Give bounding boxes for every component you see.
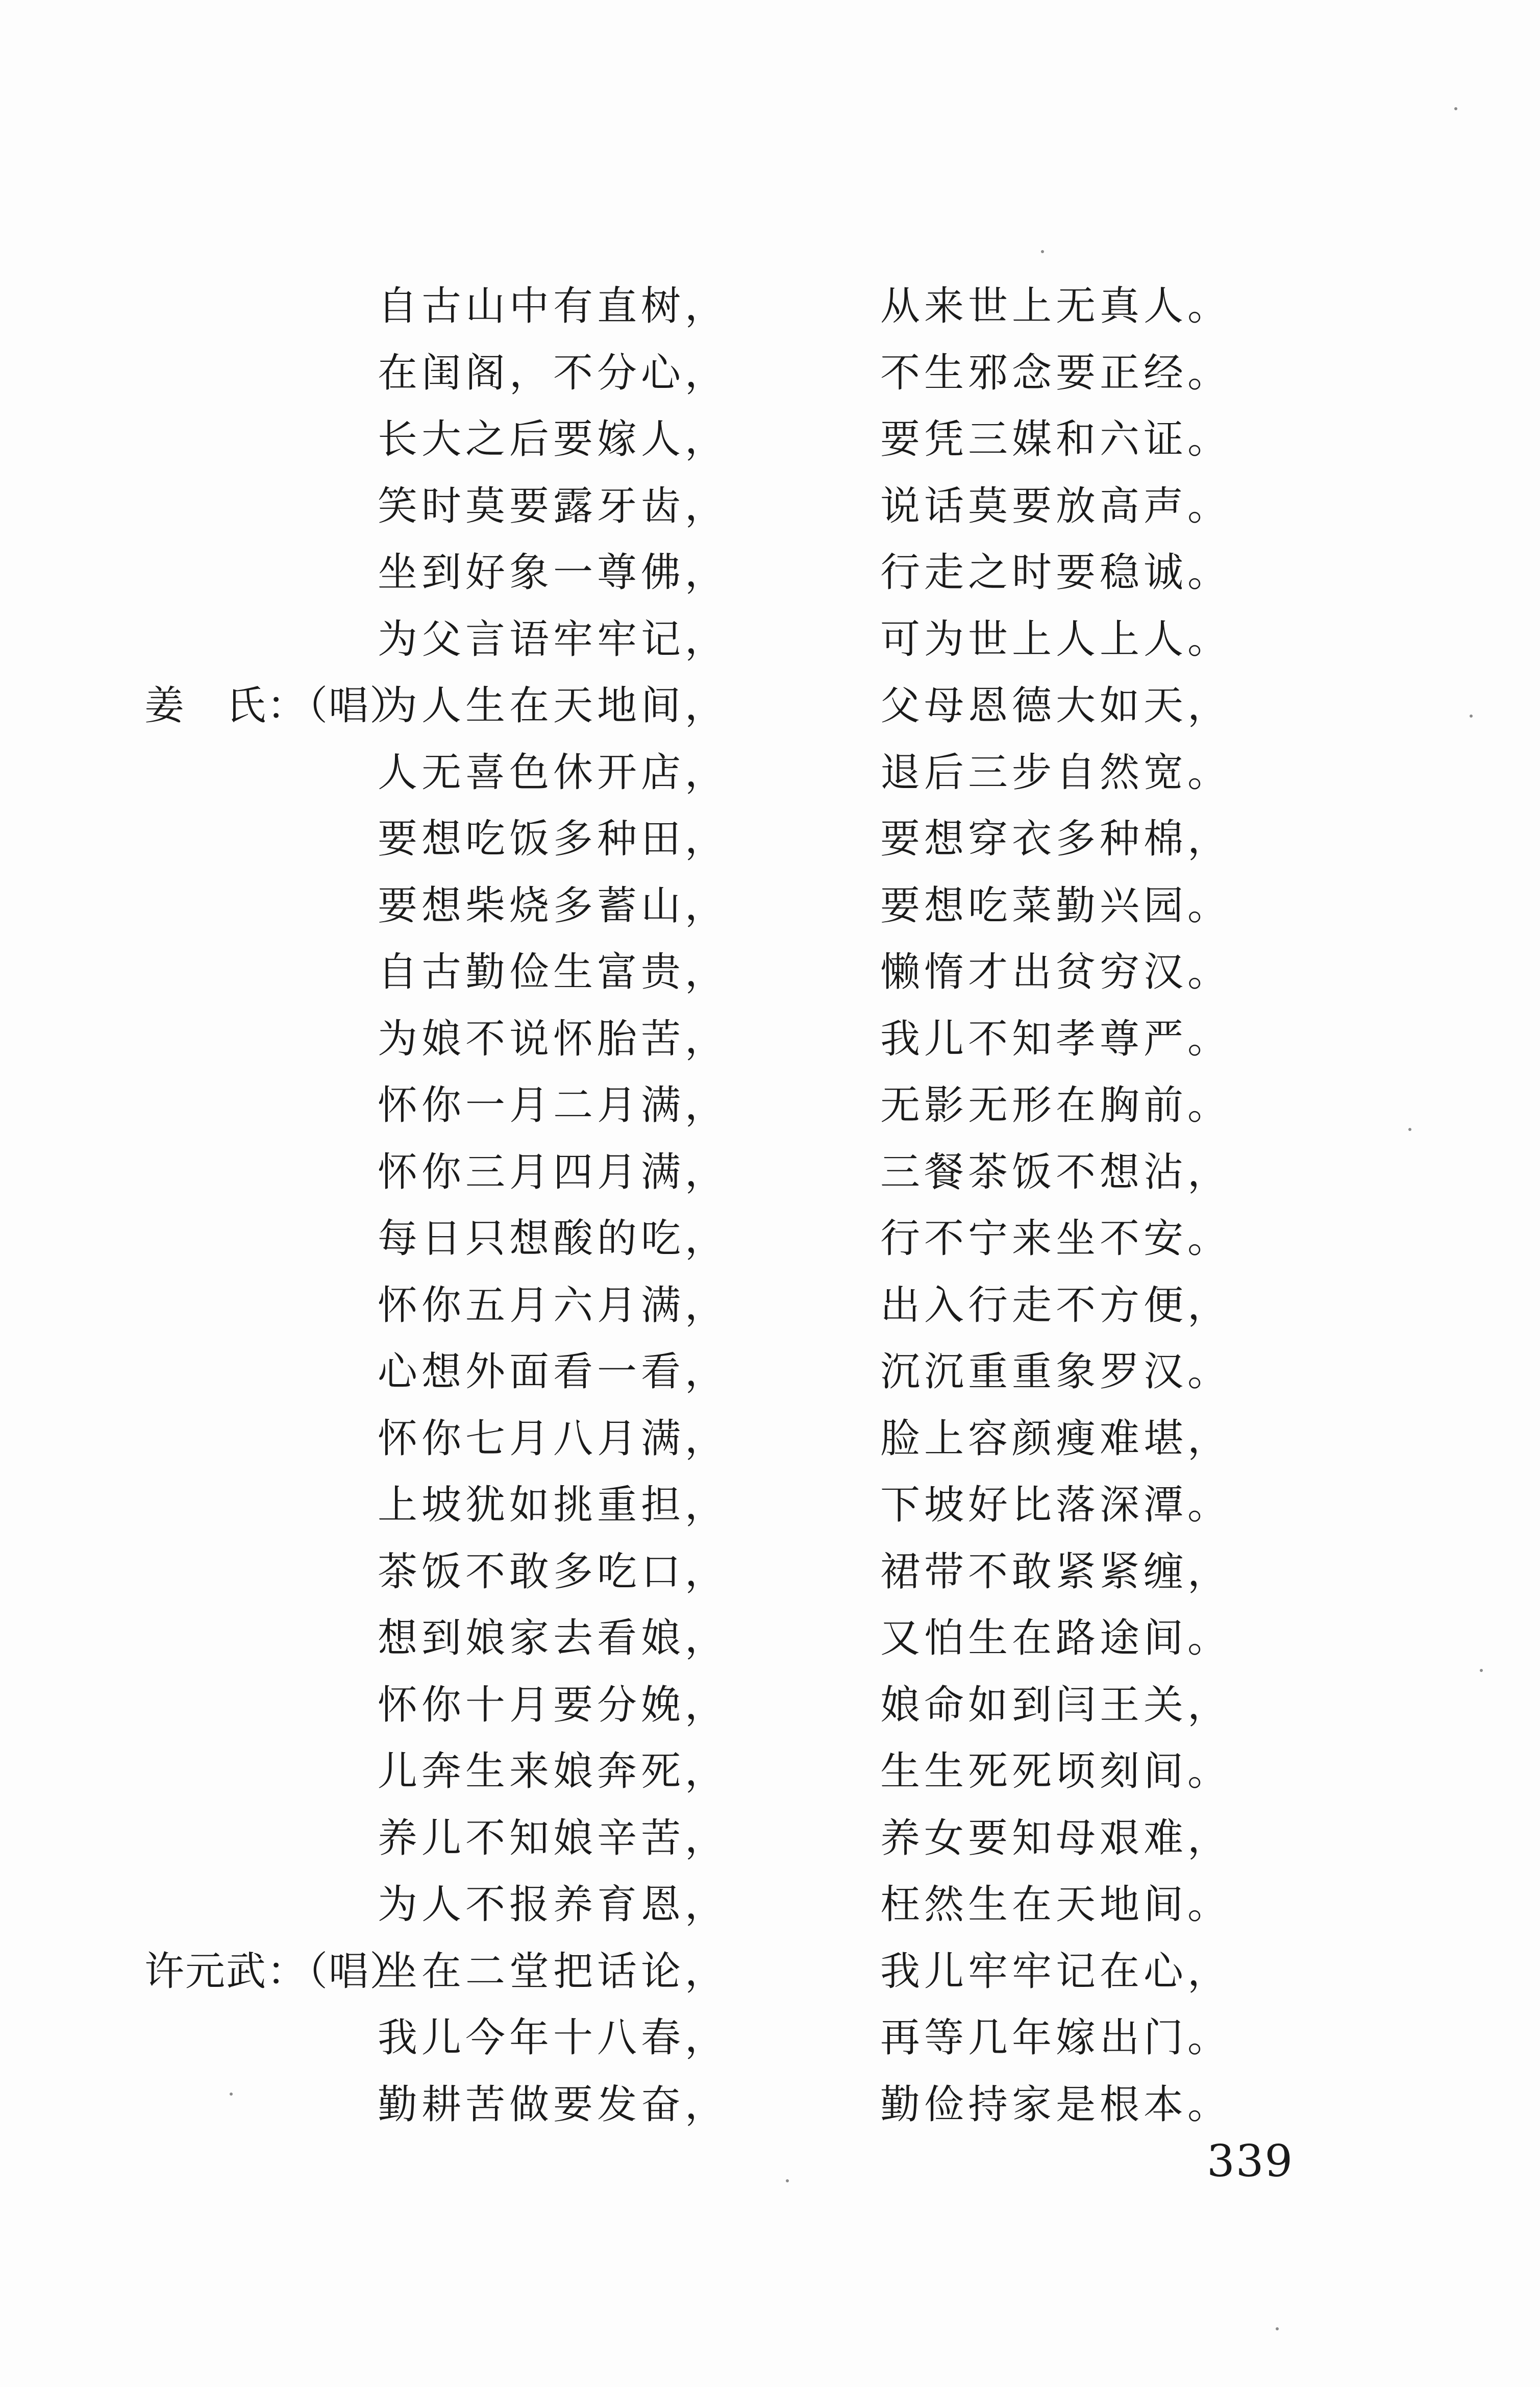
verse-line: [0, 1472, 1540, 1538]
verse-line: [0, 673, 1540, 739]
page-number: 339: [1207, 2136, 1294, 2187]
right-verse-text: 不生邪念要正经。: [880, 350, 1232, 396]
scan-speck: [1454, 107, 1457, 110]
right-verse-text: 父母恩德大如天，: [880, 683, 1232, 729]
verse-line: [0, 939, 1540, 1005]
right-verse-text: 我儿不知孝尊严。: [880, 1016, 1232, 1062]
verse-line: [0, 1605, 1540, 1671]
verse-line: [0, 340, 1540, 406]
verse-line: [0, 1339, 1540, 1405]
verse-line: [0, 1272, 1540, 1339]
left-verse-text: 我儿今年十八春，: [378, 2015, 729, 2061]
scan-speck: [1470, 715, 1473, 718]
left-verse-text: 要想吃饭多种田，: [378, 816, 729, 862]
right-verse-text: 再等几年嫁出门。: [880, 2015, 1232, 2061]
right-verse-text: 枉然生在天地间。: [880, 1882, 1232, 1928]
right-verse-text: 下坡好比落深潭。: [880, 1482, 1232, 1528]
verse-line: [0, 539, 1540, 606]
right-verse-text: 无影无形在胸前。: [880, 1082, 1232, 1128]
scan-speck: [1276, 2327, 1279, 2330]
left-verse-text: 自古勤俭生富贵，: [378, 949, 729, 995]
verse-line: [0, 873, 1540, 939]
left-verse-text: 为人不报养育恩，: [378, 1882, 729, 1928]
verse-line: [0, 1539, 1540, 1605]
left-verse-text: 上坡犹如挑重担，: [378, 1482, 729, 1528]
left-verse-text: 想到娘家去看娘，: [378, 1615, 729, 1661]
verse-line: [0, 1006, 1540, 1072]
right-verse-text: 要想吃菜勤兴园。: [880, 882, 1232, 929]
left-verse-text: 坐在二堂把话论，: [378, 1948, 729, 1995]
left-verse-text: 茶饭不敢多吃口，: [378, 1548, 729, 1595]
left-verse-text: 勤耕苦做要发奋，: [378, 2081, 729, 2128]
verse-line: [0, 2005, 1540, 2071]
left-verse-text: 要想柴烧多蓄山，: [378, 882, 729, 929]
verse-line: [0, 473, 1540, 539]
right-verse-text: 生生死死顷刻间。: [880, 1749, 1232, 1794]
right-verse-text: 可为世上人上人。: [880, 616, 1232, 662]
right-verse-text: 行不宁来坐不安。: [880, 1216, 1232, 1262]
right-verse-text: 退后三步自然宽。: [880, 749, 1232, 796]
verse-line: [0, 1072, 1540, 1139]
verse-line: [0, 606, 1540, 673]
left-verse-text: 怀你十月要分娩，: [378, 1682, 729, 1728]
left-verse-text: 每日只想酸的吃，: [378, 1216, 729, 1262]
verse-line: [0, 1205, 1540, 1272]
right-verse-text: 要想穿衣多种棉，: [880, 816, 1232, 862]
verse-line: [0, 1406, 1540, 1472]
right-verse-text: 又怕生在路途间。: [880, 1615, 1232, 1661]
right-verse-text: 养女要知母艰难，: [880, 1815, 1232, 1861]
verse-line: [0, 1738, 1540, 1805]
verse-line: [0, 740, 1540, 806]
verse-line: [0, 1805, 1540, 1872]
verse-line: [0, 1139, 1540, 1205]
left-verse-text: 儿奔生来娘奔死，: [378, 1749, 729, 1794]
scan-speck: [1408, 1128, 1411, 1131]
scan-speck: [1480, 1669, 1483, 1672]
speaker-label: 许元武：（唱）: [144, 1948, 411, 1995]
verse-line: [0, 1672, 1540, 1738]
right-verse-text: 出入行走不方便，: [880, 1282, 1232, 1328]
left-verse-text: 人无喜色休开店，: [378, 749, 729, 796]
verse-line: [0, 273, 1540, 339]
left-verse-text: 长大之后要嫁人，: [378, 416, 729, 462]
verse-line: [0, 2072, 1540, 2138]
verse-line: [0, 406, 1540, 473]
speaker-label: 姜 氏：（唱）: [144, 683, 411, 729]
left-verse-text: 自古山中有直树，: [378, 283, 729, 329]
verse-line: [0, 1872, 1540, 1938]
right-verse-text: 勤俭持家是根本。: [880, 2081, 1232, 2128]
right-verse-text: 要凭三媒和六证。: [880, 416, 1232, 462]
right-verse-text: 娘命如到闫王关，: [880, 1682, 1232, 1728]
right-verse-text: 从来世上无真人。: [880, 283, 1232, 329]
right-verse-text: 脸上容颜瘦难堪，: [880, 1415, 1232, 1462]
left-verse-text: 怀你五月六月满，: [378, 1282, 729, 1328]
right-verse-text: 行走之时要稳诚。: [880, 550, 1232, 596]
left-verse-text: 怀你七月八月满，: [378, 1415, 729, 1462]
scan-speck: [230, 2093, 233, 2096]
right-verse-text: 沉沉重重象罗汉。: [880, 1349, 1232, 1395]
left-verse-text: 在闺阁，不分心，: [378, 350, 729, 396]
left-verse-text: 为娘不说怀胎苦，: [378, 1016, 729, 1062]
right-verse-text: 懒惰才出贫穷汉。: [880, 949, 1232, 995]
right-verse-text: 说话莫要放高声。: [880, 483, 1232, 529]
right-verse-text: 三餐茶饭不想沾，: [880, 1149, 1232, 1195]
right-verse-text: 裙带不敢紧紧缠，: [880, 1548, 1232, 1595]
scan-speck: [1041, 250, 1044, 253]
left-verse-text: 怀你一月二月满，: [378, 1082, 729, 1128]
left-verse-text: 笑时莫要露牙齿，: [378, 483, 729, 529]
left-verse-text: 怀你三月四月满，: [378, 1149, 729, 1195]
left-verse-text: 为人生在天地间，: [378, 683, 729, 729]
left-verse-text: 心想外面看一看，: [378, 1349, 729, 1395]
verse-line: [0, 806, 1540, 872]
verse-line: [0, 1938, 1540, 2005]
scan-speck: [786, 2179, 789, 2182]
right-verse-text: 我儿牢牢记在心，: [880, 1948, 1232, 1995]
left-verse-text: 为父言语牢牢记，: [378, 616, 729, 662]
left-verse-text: 养儿不知娘辛苦，: [378, 1815, 729, 1861]
left-verse-text: 坐到好象一尊佛，: [378, 550, 729, 596]
